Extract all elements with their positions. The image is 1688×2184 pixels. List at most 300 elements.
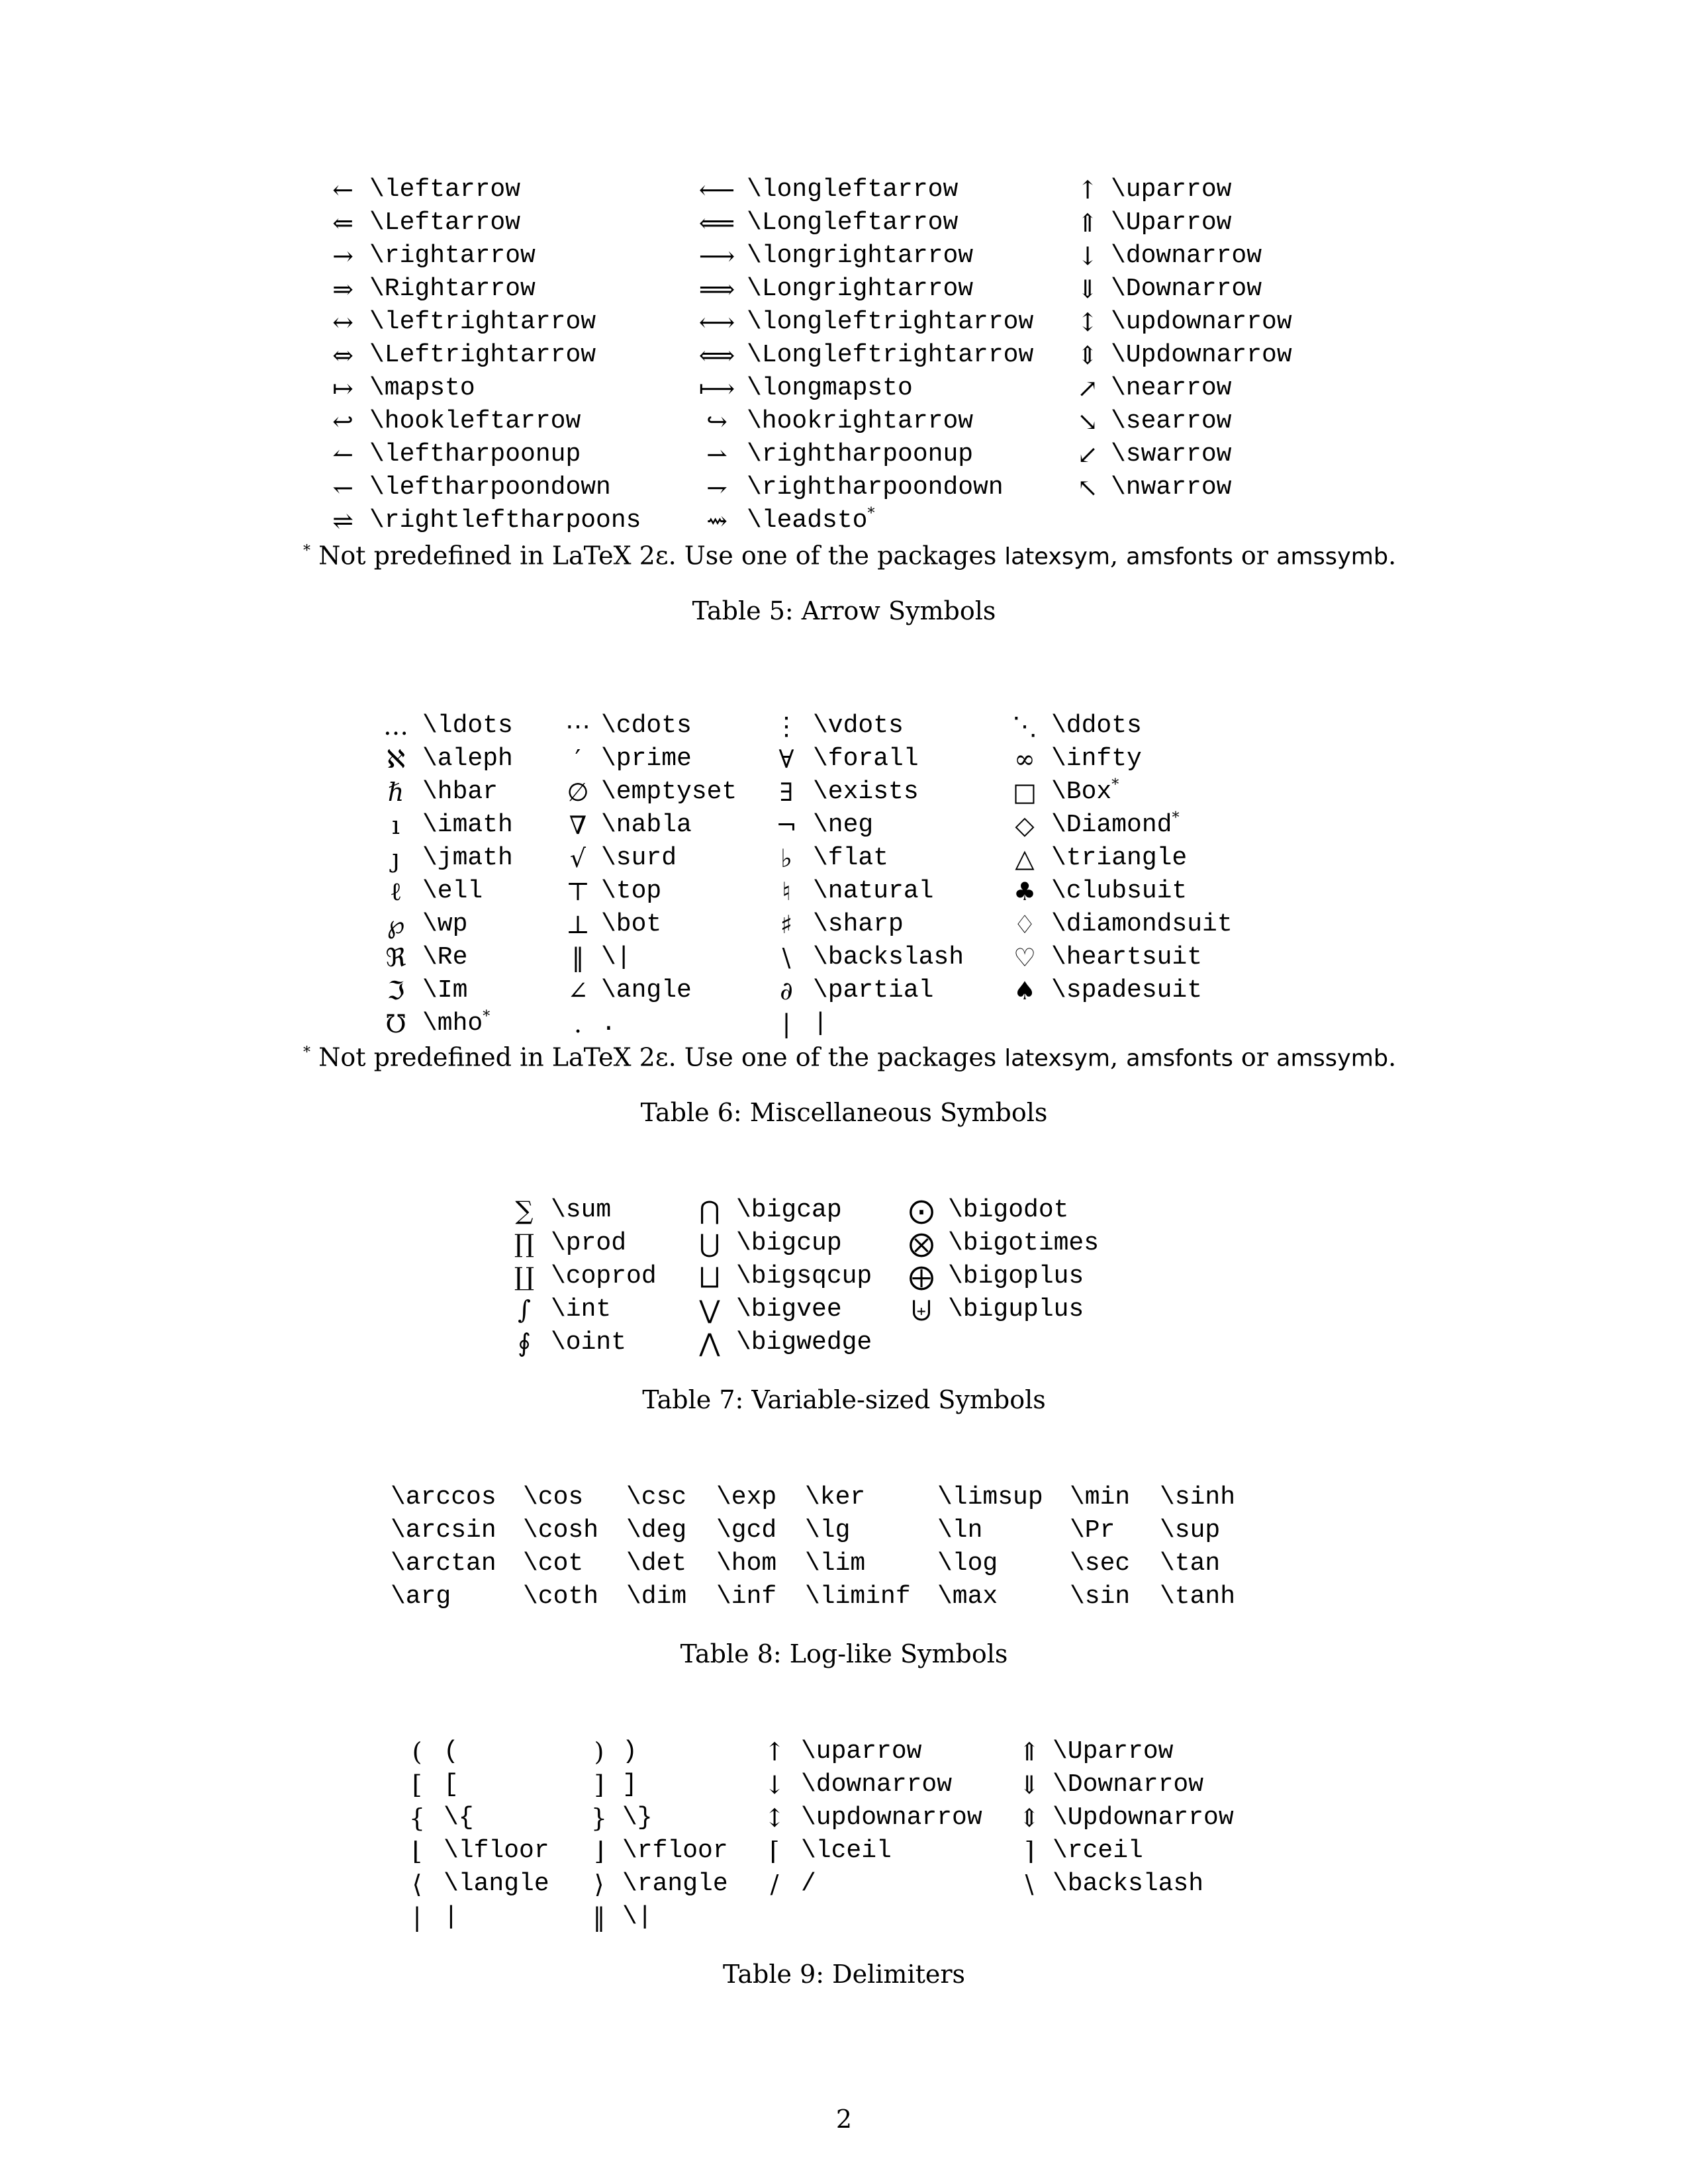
latex-command: \arccos bbox=[391, 1483, 496, 1512]
latex-command bbox=[948, 1293, 1120, 1326]
command-text: \sum bbox=[551, 1196, 612, 1224]
symbol-glyph: ⊥ bbox=[566, 910, 590, 939]
latex-command bbox=[747, 306, 1064, 339]
symbol-glyph: ℏ bbox=[387, 778, 404, 807]
separator: or bbox=[1233, 541, 1277, 570]
latex-command: \sin bbox=[1070, 1582, 1131, 1611]
symbol-glyph: ↗ bbox=[1077, 374, 1098, 403]
command-text: \rightarrow bbox=[369, 242, 536, 270]
symbol-glyph: ) bbox=[594, 1737, 604, 1766]
command-text: \lfloor bbox=[444, 1837, 549, 1865]
symbol-glyph: ↑ bbox=[764, 1737, 785, 1766]
latex-command bbox=[1053, 1801, 1234, 1835]
command-text: \bigcap bbox=[736, 1196, 842, 1224]
command-text: \prime bbox=[601, 745, 692, 773]
latex-command bbox=[948, 1260, 1120, 1293]
command-text: \updownarrow bbox=[1111, 308, 1292, 336]
latex-command bbox=[813, 941, 998, 974]
latex-command bbox=[369, 206, 687, 240]
symbol-glyph: ⋮ bbox=[774, 711, 799, 741]
symbol-glyph: ⟶ bbox=[698, 242, 735, 271]
command-text: \nwarrow bbox=[1111, 473, 1232, 502]
latex-logo: LaTeX 2ε bbox=[551, 1042, 669, 1072]
latex-command bbox=[601, 842, 760, 875]
symbol-glyph: ⋂ bbox=[699, 1196, 720, 1225]
symbol-glyph: □ bbox=[1013, 778, 1037, 807]
symbol-glyph: ↓ bbox=[764, 1770, 785, 1799]
latex-command bbox=[551, 1194, 683, 1227]
latex-command bbox=[551, 1293, 683, 1326]
latex-command bbox=[1051, 908, 1250, 941]
latex-command: \tan bbox=[1160, 1549, 1221, 1578]
latex-command bbox=[1111, 339, 1309, 372]
variable-sized-symbols-table bbox=[498, 1194, 1120, 1359]
latex-command bbox=[747, 273, 1064, 306]
latex-command bbox=[801, 1768, 1006, 1801]
symbol-glyph: . bbox=[573, 1009, 583, 1038]
command-text: \int bbox=[551, 1295, 612, 1324]
latex-command bbox=[601, 776, 760, 809]
command-text: \ell bbox=[422, 877, 483, 905]
latex-command bbox=[1053, 1768, 1225, 1801]
footnote-text: Not predefined in bbox=[318, 1042, 552, 1072]
symbol-glyph: ⋯ bbox=[565, 711, 590, 741]
symbol-glyph: ♢ bbox=[1013, 910, 1037, 939]
latex-command bbox=[1111, 471, 1309, 504]
command-text: \bigotimes bbox=[948, 1229, 1100, 1257]
command-text: \flat bbox=[813, 844, 889, 872]
command-text: | bbox=[444, 1903, 459, 1931]
delimiters-table bbox=[391, 1735, 1234, 1934]
command-text: \Longleftrightarrow bbox=[747, 341, 1034, 369]
latex-command bbox=[813, 908, 998, 941]
latex-command bbox=[422, 842, 555, 875]
command-text: \spadesuit bbox=[1051, 976, 1203, 1005]
symbol-glyph: ↼ bbox=[332, 440, 353, 469]
symbol-glyph: | bbox=[782, 1009, 791, 1038]
package-name: amssymb bbox=[1276, 1045, 1389, 1072]
latex-command bbox=[369, 372, 687, 405]
symbol-glyph: ⇐ bbox=[332, 208, 353, 238]
command-text: \jmath bbox=[422, 844, 513, 872]
latex-command bbox=[601, 974, 760, 1007]
symbol-glyph: ℧ bbox=[385, 1009, 406, 1038]
log-like-symbols-table bbox=[391, 1481, 1252, 1614]
command-text: \uparrow bbox=[801, 1737, 922, 1766]
latex-command bbox=[801, 1835, 1006, 1868]
command-text: \clubsuit bbox=[1051, 877, 1188, 905]
symbol-glyph: ♣ bbox=[1013, 877, 1037, 906]
footnote-table6 bbox=[303, 1036, 1396, 1075]
symbol-glyph: ∫ bbox=[518, 1295, 531, 1324]
symbol-glyph: ⋀ bbox=[699, 1328, 720, 1357]
symbol-glyph: △ bbox=[1015, 844, 1035, 873]
latex-command bbox=[444, 1801, 576, 1835]
arrow-symbols-table bbox=[316, 173, 1309, 537]
symbol-glyph bbox=[998, 1007, 1051, 1040]
command-text: \prod bbox=[551, 1229, 627, 1257]
command-text: \downarrow bbox=[1111, 242, 1262, 270]
symbol-glyph: } bbox=[590, 1803, 608, 1833]
symbol-glyph: ∑ bbox=[515, 1196, 534, 1225]
command-text: \longrightarrow bbox=[747, 242, 974, 270]
latex-command bbox=[801, 1868, 1006, 1901]
symbol-glyph: { bbox=[408, 1803, 426, 1833]
symbol-glyph: ↪ bbox=[706, 407, 727, 436]
command-text: ) bbox=[622, 1737, 637, 1766]
symbol-glyph: ∏ bbox=[514, 1229, 535, 1258]
latex-command bbox=[813, 709, 998, 743]
latex-command bbox=[369, 471, 687, 504]
symbol-glyph: ∐ bbox=[514, 1262, 535, 1291]
symbol-glyph: ⟺ bbox=[698, 341, 735, 370]
symbol-glyph: ℑ bbox=[387, 976, 405, 1005]
command-text: \bot bbox=[601, 910, 662, 938]
symbol-glyph: ⊤ bbox=[566, 877, 590, 906]
command-text: \ldots bbox=[422, 711, 513, 740]
command-text: \diamondsuit bbox=[1051, 910, 1233, 938]
symbol-glyph: ℜ bbox=[385, 943, 406, 972]
separator: , bbox=[1109, 1042, 1127, 1072]
latex-command bbox=[1111, 372, 1309, 405]
latex-command bbox=[747, 372, 1064, 405]
latex-command bbox=[1111, 306, 1309, 339]
symbol-glyph: ⋱ bbox=[1012, 711, 1037, 741]
command-text: \rightharpoondown bbox=[747, 473, 1004, 502]
separator: . bbox=[1388, 1042, 1397, 1072]
latex-command bbox=[1051, 709, 1250, 743]
command-text: \triangle bbox=[1051, 844, 1188, 872]
symbol-glyph: ı bbox=[391, 811, 400, 840]
latex-command bbox=[1111, 240, 1309, 273]
latex-command: \inf bbox=[716, 1582, 777, 1611]
command-text: | bbox=[813, 1009, 828, 1038]
symbol-glyph: ⇀ bbox=[706, 440, 727, 469]
table5-caption: Table 5: Arrow Symbols bbox=[692, 596, 996, 625]
command-text: \natural bbox=[813, 877, 934, 905]
latex-command bbox=[747, 339, 1064, 372]
command-text: \uparrow bbox=[1111, 175, 1232, 204]
separator: , bbox=[1109, 541, 1127, 570]
symbol-glyph: / bbox=[770, 1870, 779, 1899]
footnote-text: . Use one of the packages bbox=[668, 1042, 1005, 1072]
latex-command bbox=[747, 206, 1064, 240]
latex-command: \coth bbox=[523, 1582, 599, 1611]
latex-command bbox=[444, 1768, 576, 1801]
latex-command bbox=[551, 1227, 683, 1260]
command-text: \updownarrow bbox=[801, 1803, 982, 1832]
latex-command: \log bbox=[937, 1549, 998, 1578]
command-text: \Updownarrow bbox=[1111, 341, 1292, 369]
symbol-glyph: ⨀ bbox=[909, 1196, 934, 1225]
latex-command bbox=[1051, 1007, 1250, 1040]
latex-command bbox=[801, 1901, 1006, 1934]
symbol-glyph: ∠ bbox=[567, 976, 588, 1005]
command-text: \Diamond bbox=[1051, 811, 1172, 839]
command-text: \aleph bbox=[422, 745, 513, 773]
symbol-glyph: ↕ bbox=[764, 1803, 785, 1833]
command-text: \longleftarrow bbox=[747, 175, 959, 204]
latex-command bbox=[622, 1835, 748, 1868]
footnote-mark: * bbox=[1172, 809, 1180, 827]
latex-command bbox=[444, 1835, 576, 1868]
symbol-glyph: ⨂ bbox=[909, 1229, 934, 1258]
latex-command bbox=[747, 405, 1064, 438]
latex-command: \ker bbox=[805, 1483, 866, 1512]
latex-command: \arg bbox=[391, 1582, 451, 1611]
latex-command bbox=[601, 709, 760, 743]
latex-command bbox=[622, 1868, 748, 1901]
latex-command bbox=[813, 1007, 998, 1040]
symbol-glyph: ‖ bbox=[571, 943, 585, 972]
command-text: \exists bbox=[813, 778, 919, 806]
command-text: \oint bbox=[551, 1328, 627, 1357]
symbol-glyph: ♮ bbox=[782, 877, 791, 906]
latex-command: \limsup bbox=[937, 1483, 1043, 1512]
command-text: \surd bbox=[601, 844, 677, 872]
latex-command bbox=[622, 1735, 748, 1768]
symbol-glyph: ¬ bbox=[776, 811, 797, 840]
command-text: \Downarrow bbox=[1053, 1770, 1204, 1799]
symbol-glyph: ∅ bbox=[567, 778, 589, 807]
latex-command: \cosh bbox=[523, 1516, 599, 1545]
separator: . bbox=[1388, 541, 1397, 570]
command-text: \rangle bbox=[622, 1870, 728, 1898]
latex-command bbox=[422, 974, 555, 1007]
symbol-glyph: ∀ bbox=[778, 745, 794, 774]
table7-caption: Table 7: Variable-sized Symbols bbox=[642, 1385, 1046, 1414]
command-text: \bigodot bbox=[948, 1196, 1069, 1224]
latex-command bbox=[601, 941, 760, 974]
table8-caption: Table 8: Log-like Symbols bbox=[680, 1639, 1008, 1668]
symbol-glyph bbox=[1064, 504, 1111, 537]
latex-command bbox=[1111, 438, 1309, 471]
latex-command bbox=[422, 809, 555, 842]
symbol-glyph: ⋁ bbox=[699, 1295, 720, 1324]
command-text: \sharp bbox=[813, 910, 904, 938]
symbol-glyph: ↓ bbox=[1077, 242, 1098, 271]
latex-command bbox=[1051, 743, 1250, 776]
symbol-glyph: \ bbox=[1025, 1870, 1034, 1899]
page-number: 2 bbox=[835, 2105, 853, 2134]
latex-command bbox=[369, 240, 687, 273]
symbol-glyph: ↩ bbox=[332, 407, 353, 436]
symbol-glyph: \ bbox=[782, 943, 791, 972]
latex-command bbox=[422, 941, 555, 974]
symbol-glyph bbox=[895, 1326, 948, 1359]
latex-command: \sinh bbox=[1160, 1483, 1236, 1512]
latex-command bbox=[813, 743, 998, 776]
latex-command: \cot bbox=[523, 1549, 584, 1578]
command-text: \backslash bbox=[1053, 1870, 1204, 1898]
command-text: \imath bbox=[422, 811, 513, 839]
command-text: \bigwedge bbox=[736, 1328, 872, 1357]
latex-command bbox=[747, 504, 1064, 537]
package-name: latexsym bbox=[1004, 543, 1110, 570]
command-text: \top bbox=[601, 877, 662, 905]
latex-command bbox=[369, 405, 687, 438]
command-text: \wp bbox=[422, 910, 468, 938]
symbol-glyph: ⟩ bbox=[594, 1870, 604, 1899]
symbol-glyph: ⇓ bbox=[1077, 275, 1098, 304]
symbol-glyph: ♡ bbox=[1013, 943, 1037, 972]
latex-command bbox=[1051, 941, 1250, 974]
latex-command bbox=[601, 809, 760, 842]
symbol-glyph bbox=[748, 1901, 801, 1934]
latex-command bbox=[801, 1735, 1006, 1768]
latex-command bbox=[369, 273, 687, 306]
symbol-glyph: ◇ bbox=[1015, 811, 1035, 840]
latex-command: \lim bbox=[805, 1549, 866, 1578]
footnote-mark: * bbox=[483, 1008, 491, 1025]
command-text: \rceil bbox=[1053, 1837, 1143, 1865]
latex-command: \arcsin bbox=[391, 1516, 496, 1545]
separator: or bbox=[1233, 1042, 1277, 1072]
latex-command bbox=[1053, 1835, 1225, 1868]
latex-command bbox=[601, 743, 760, 776]
latex-command bbox=[736, 1227, 895, 1260]
symbol-glyph: ↙ bbox=[1077, 440, 1098, 469]
latex-command bbox=[601, 875, 760, 908]
symbol-glyph bbox=[1006, 1901, 1053, 1934]
command-text: / bbox=[801, 1870, 816, 1898]
command-text: \partial bbox=[813, 976, 934, 1005]
command-text: \downarrow bbox=[801, 1770, 953, 1799]
latex-command bbox=[1111, 273, 1309, 306]
symbol-glyph: ȷ bbox=[392, 844, 400, 873]
symbol-glyph: ⌉ bbox=[1024, 1837, 1035, 1866]
symbol-glyph: ⇑ bbox=[1077, 208, 1098, 238]
latex-command bbox=[1111, 206, 1309, 240]
symbol-glyph: ⇝ bbox=[706, 506, 727, 535]
latex-command bbox=[1051, 974, 1250, 1007]
latex-command bbox=[948, 1227, 1120, 1260]
latex-command: \tanh bbox=[1160, 1582, 1236, 1611]
latex-command bbox=[622, 1901, 748, 1934]
command-text: \leftrightarrow bbox=[369, 308, 596, 336]
latex-command: \gcd bbox=[716, 1516, 777, 1545]
latex-command bbox=[601, 1007, 760, 1040]
latex-command bbox=[444, 1735, 576, 1768]
footnote-table5 bbox=[303, 535, 1396, 574]
latex-command bbox=[1111, 405, 1309, 438]
symbol-glyph: ] bbox=[594, 1770, 604, 1799]
command-text: \biguplus bbox=[948, 1295, 1084, 1324]
latex-command: \sup bbox=[1160, 1516, 1221, 1545]
symbol-glyph: ⟸ bbox=[698, 208, 735, 238]
command-text: \Box bbox=[1051, 778, 1112, 806]
package-name: amsfonts bbox=[1126, 1045, 1233, 1072]
latex-command bbox=[813, 875, 998, 908]
symbol-glyph: ⟹ bbox=[698, 275, 735, 304]
footnote-mark: * bbox=[1111, 776, 1119, 794]
command-text: \nearrow bbox=[1111, 374, 1232, 402]
command-text: \infty bbox=[1051, 745, 1142, 773]
command-text: \hookleftarrow bbox=[369, 407, 581, 435]
command-text: \Rightarrow bbox=[369, 275, 536, 303]
symbol-glyph: ⇒ bbox=[332, 275, 353, 304]
symbol-glyph: ♠ bbox=[1013, 976, 1037, 1005]
command-text: \Longrightarrow bbox=[747, 275, 974, 303]
command-text: \bigcup bbox=[736, 1229, 842, 1257]
symbol-glyph: ⨆ bbox=[699, 1262, 720, 1291]
symbol-glyph: ℓ bbox=[389, 877, 402, 906]
latex-command bbox=[601, 908, 760, 941]
latex-command bbox=[736, 1293, 895, 1326]
table9-caption: Table 9: Delimiters bbox=[722, 1960, 966, 1989]
command-text: \bigoplus bbox=[948, 1262, 1084, 1291]
latex-command bbox=[1051, 776, 1250, 809]
footnote-text: . Use one of the packages bbox=[668, 541, 1005, 570]
latex-command bbox=[813, 776, 998, 809]
command-text: \Uparrow bbox=[1053, 1737, 1174, 1766]
command-text: \angle bbox=[601, 976, 692, 1005]
latex-command bbox=[369, 173, 687, 206]
command-text: \longmapsto bbox=[747, 374, 913, 402]
latex-logo: LaTeX 2ε bbox=[551, 541, 669, 570]
symbol-glyph: ♭ bbox=[780, 844, 792, 873]
command-text: \neg bbox=[813, 811, 874, 839]
symbol-glyph: ← bbox=[332, 175, 353, 205]
command-text: \{ bbox=[444, 1803, 474, 1832]
latex-command bbox=[1111, 173, 1309, 206]
command-text: \bigsqcup bbox=[736, 1262, 872, 1291]
command-text: [ bbox=[444, 1770, 459, 1799]
latex-command bbox=[551, 1260, 683, 1293]
latex-command: \max bbox=[937, 1582, 998, 1611]
symbol-glyph: ⇁ bbox=[706, 473, 727, 502]
symbol-glyph: ⋃ bbox=[699, 1229, 720, 1258]
symbol-glyph: [ bbox=[412, 1770, 422, 1799]
command-text: \bigvee bbox=[736, 1295, 842, 1324]
latex-command bbox=[551, 1326, 683, 1359]
symbol-glyph: ∞ bbox=[1014, 745, 1035, 774]
command-text: \emptyset bbox=[601, 778, 737, 806]
symbol-glyph: ( bbox=[412, 1737, 422, 1766]
command-text: \Downarrow bbox=[1111, 275, 1262, 303]
command-text: \| bbox=[622, 1903, 653, 1931]
symbol-glyph: ⟼ bbox=[698, 374, 735, 403]
symbol-glyph: ↘ bbox=[1077, 407, 1098, 436]
latex-command bbox=[422, 743, 555, 776]
command-text: \Re bbox=[422, 943, 468, 972]
symbol-glyph: √ bbox=[569, 844, 586, 873]
latex-command bbox=[422, 1007, 555, 1040]
latex-command: \deg bbox=[626, 1516, 687, 1545]
command-text: \rightharpoonup bbox=[747, 440, 974, 469]
command-text: \ddots bbox=[1051, 711, 1142, 740]
latex-command bbox=[736, 1326, 895, 1359]
command-text: \hbar bbox=[422, 778, 498, 806]
latex-command: \Pr bbox=[1070, 1516, 1115, 1545]
symbol-glyph: ↽ bbox=[332, 473, 353, 502]
command-text: \mapsto bbox=[369, 374, 475, 402]
latex-command bbox=[736, 1194, 895, 1227]
package-name: amsfonts bbox=[1126, 543, 1233, 570]
command-text: \nabla bbox=[601, 811, 692, 839]
latex-command: \cos bbox=[523, 1483, 584, 1512]
latex-command: \liminf bbox=[805, 1582, 911, 1611]
symbol-glyph: ♯ bbox=[780, 910, 793, 939]
latex-command: \ln bbox=[937, 1516, 983, 1545]
latex-command bbox=[622, 1801, 748, 1835]
symbol-glyph: ⇌ bbox=[332, 506, 353, 535]
command-text: \Leftarrow bbox=[369, 208, 521, 237]
symbol-glyph: ′ bbox=[575, 745, 581, 774]
footnote-mark: * bbox=[303, 1044, 310, 1061]
command-text: \lceil bbox=[801, 1837, 892, 1865]
command-text: ] bbox=[622, 1770, 637, 1799]
